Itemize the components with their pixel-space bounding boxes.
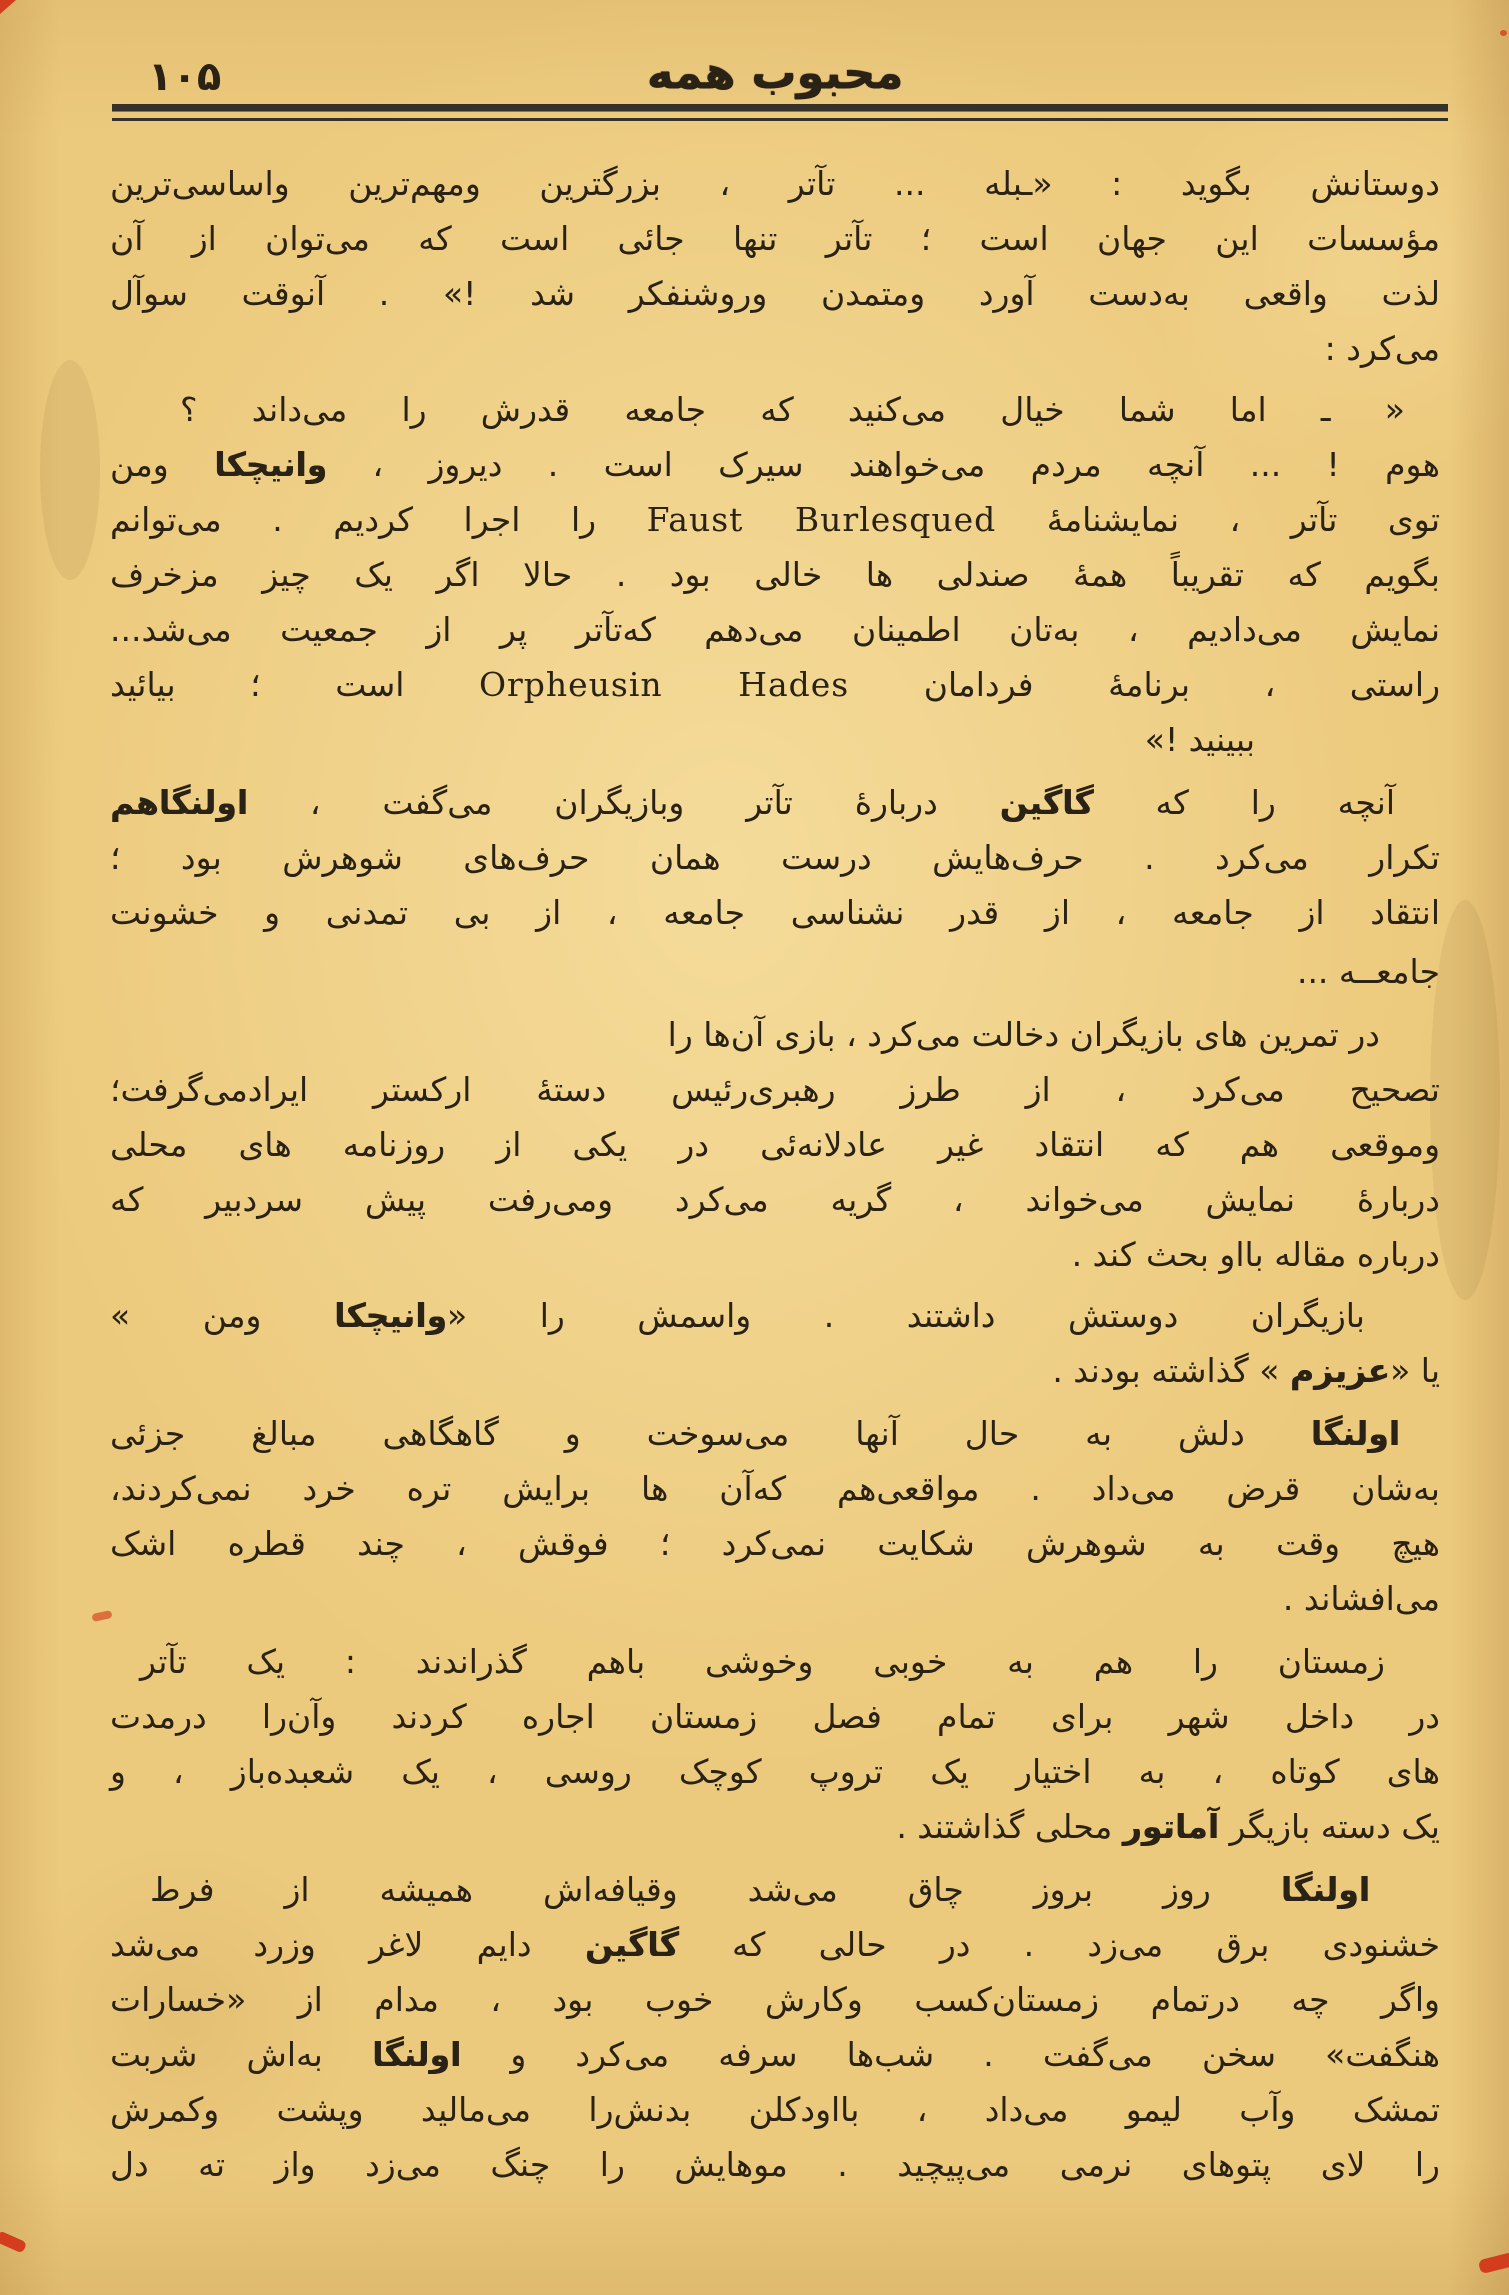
text-line (110, 211, 1440, 266)
text-run: واگر چه درتمام زمستان‌کسب وکارش خوب بود ، مدام از «خسارات (110, 1980, 1440, 2019)
text-run: دایم لاغر وزرد می‌شد (110, 1925, 585, 1964)
text-run: لذت واقعی به‌دست آورد ومتمدن وروشنفکر شد !» . آنوقت سوآل (110, 274, 1440, 313)
text-run: ومن (110, 445, 215, 484)
text-run: در تمرین های بازیگران دخالت می‌کرد ، بازی آن‌ها را (667, 1015, 1380, 1054)
text-line (110, 1571, 1440, 1626)
text-run: در داخل شهر برای تمام فصل زمستان اجاره کردند وآن‌را درمدت (110, 1697, 1440, 1736)
text-run: دربارهٔ نمایش می‌خواند ، گریه می‌کرد ومی‌رفت پیش سردبیر که (110, 1180, 1440, 1219)
header-rule-thin (112, 118, 1448, 121)
text-run: وموقعی هم که انتقاد غیر عادلانه‌ئی در یکی از روزنامه های محلی (110, 1125, 1440, 1164)
text-run: دربارهٔ تآتر وبازیگران می‌گفت ، (248, 783, 1000, 822)
emphasized-name: گاگین (999, 783, 1094, 822)
text-line (110, 1461, 1440, 1516)
emphasized-name: گاگین (584, 1925, 679, 1964)
text-line (110, 657, 1440, 712)
text-line (110, 2082, 1440, 2137)
text-run: دوستانش بگوید : «ـبله ... تآتر ، بزرگترین ومهم‌ترین واساسی‌ترین (110, 164, 1440, 203)
text-run: را لای پتوهای نرمی می‌پیچید . موهایش را چنگ می‌زد واز ته دل (110, 2145, 1440, 2184)
text-run: زمستان را هم به خوبی وخوشی باهم گذراندند : یک تآتر (140, 1642, 1385, 1681)
emphasized-name: اولنگا (1280, 1870, 1370, 1909)
text-line (110, 1227, 1440, 1282)
text-run: می‌کرد : (1324, 329, 1440, 368)
text-line (110, 712, 1440, 767)
text-line (110, 1862, 1440, 1917)
text-line (110, 1917, 1440, 1972)
header-rule-thick (112, 104, 1448, 111)
text-line (110, 2137, 1440, 2192)
text-run: تمشک وآب لیمو می‌داد ، بااودکلن بدنش‌را می‌مالید وپشت وکمرش (110, 2090, 1440, 2129)
text-run: به‌شان قرض می‌داد . مواقعی‌هم که‌آن ها برایش تره خرد نمی‌کردند، (110, 1469, 1440, 1508)
text-run: راستی ، برنامهٔ فردامان (849, 665, 1440, 704)
text-line (110, 492, 1440, 547)
text-run: محلی گذاشتند . (896, 1807, 1123, 1846)
text-line (110, 1972, 1440, 2027)
emphasized-name: اولنگاهم (110, 783, 249, 822)
text-run: یک دسته بازیگر (1219, 1807, 1440, 1846)
text-run: انتقاد از جامعه ، از قدر نشناسی جامعه ، از بی تمدنی و خشونت (110, 893, 1440, 932)
text-line (110, 156, 1440, 211)
latin-phrase: Orpheusin Hades (478, 665, 850, 704)
text-line (110, 1007, 1440, 1062)
text-run: تصحیح می‌کرد ، از طرز رهبری‌رئیس دستهٔ ارکستر ایرادمی‌گرفت؛ (110, 1070, 1440, 1109)
text-line (110, 1288, 1440, 1343)
text-run: دلش به حال آنها می‌سوخت و گاهگاهی مبالغ جزئی (110, 1414, 1311, 1453)
text-run: ببینید !» (1144, 720, 1255, 759)
text-run: بگویم که تقریباً همهٔ صندلی ها خالی بود . حالا اگر یک چیز مزخرف (110, 555, 1440, 594)
text-line (110, 944, 1440, 999)
text-line (110, 321, 1440, 376)
text-line (110, 1062, 1440, 1117)
text-run: آنچه را که (1093, 783, 1396, 822)
paper-smudge (1430, 900, 1500, 1300)
emphasized-name: آماتور (1122, 1807, 1220, 1846)
text-line (110, 602, 1440, 657)
text-line (110, 1799, 1440, 1854)
text-line (110, 1117, 1440, 1172)
text-line (110, 547, 1440, 602)
text-run: تکرار می‌کرد . حرف‌هایش درست همان حرف‌های شوهرش بود ؛ (110, 838, 1440, 877)
text-run: های کوتاه ، به اختیار یک تروپ کوچک روسی ، یک شعبده‌باز ، و (110, 1752, 1440, 1791)
emphasized-name: وانیچکا (333, 1296, 447, 1335)
text-line (110, 775, 1440, 830)
text-run: » گذاشته بودند . (1052, 1351, 1290, 1390)
emphasized-name: وانیچکا (214, 445, 328, 484)
scan-artifact-top-right (1500, 30, 1507, 36)
text-line (110, 1406, 1440, 1461)
text-line (110, 1634, 1440, 1689)
page-header (110, 44, 1440, 106)
text-run: روز بروز چاق می‌شد وقیافه‌اش همیشه از فرط (150, 1870, 1281, 1909)
text-run: هوم ! ... آنچه مردم می‌خواهند سیرک است . دیروز ، (327, 445, 1440, 484)
text-line (110, 266, 1440, 321)
latin-phrase: Faust Burlesqued (646, 500, 997, 539)
text-line (110, 885, 1440, 940)
text-line (110, 437, 1440, 492)
scan-artifact-top-left (0, 0, 16, 14)
text-run: توی تآتر ، نمایشنامهٔ (996, 500, 1440, 539)
emphasized-name: اولنگا (1310, 1414, 1400, 1453)
text-run: می‌افشاند . (1282, 1579, 1440, 1618)
text-run: است ؛ بیائید (110, 665, 479, 704)
text-run: مؤسسات این جهان است ؛ تآتر تنها جائی است که می‌توان از آن (110, 219, 1440, 258)
text-run: را اجرا کردیم . می‌توانم (110, 500, 647, 539)
text-line (110, 1343, 1440, 1398)
text-run: بازیگران دوستش داشتند . واسمش را « (447, 1296, 1365, 1335)
page-number: ۱۰۵ (148, 54, 222, 100)
text-line (110, 2027, 1440, 2082)
text-line (110, 382, 1440, 437)
text-run: درباره مقاله بااو بحث کند . (1071, 1235, 1440, 1274)
text-run: هیچ وقت به شوهرش شکایت نمی‌کرد ؛ فوقش ، چند قطره اشک (110, 1524, 1440, 1563)
emphasized-name: عزیزم (1289, 1351, 1391, 1390)
text-line (110, 1172, 1440, 1227)
emphasized-name: اولنگا (371, 2035, 462, 2074)
text-line (110, 1744, 1440, 1799)
text-run: « ـ اما شما خیال می‌کنید که جامعه قدرش را می‌داند ؟ (180, 390, 1405, 429)
page-title: محبوب همه (646, 46, 904, 99)
scan-artifact-bottom-right (1478, 2252, 1509, 2274)
text-run: به‌اش شربت (110, 2035, 372, 2074)
text-run: جامعــه ... (1296, 952, 1440, 991)
text-run: نمایش می‌دادیم ، به‌تان اطمینان می‌دهم که‌تآتر پر از جمعیت می‌شد... (110, 610, 1440, 649)
text-line (110, 830, 1440, 885)
text-run: ومن » (110, 1296, 334, 1335)
text-line (110, 1689, 1440, 1744)
text-run: هنگفت» سخن می‌گفت . شب‌ها سرفه می‌کرد و (461, 2035, 1440, 2074)
text-run: یا « (1390, 1351, 1440, 1390)
scan-artifact-bottom-left (0, 2230, 27, 2253)
paper-smudge (40, 360, 100, 580)
text-line (110, 1516, 1440, 1571)
text-block (110, 156, 1440, 2192)
text-run: خشنودی برق می‌زد . در حالی که (678, 1925, 1440, 1964)
